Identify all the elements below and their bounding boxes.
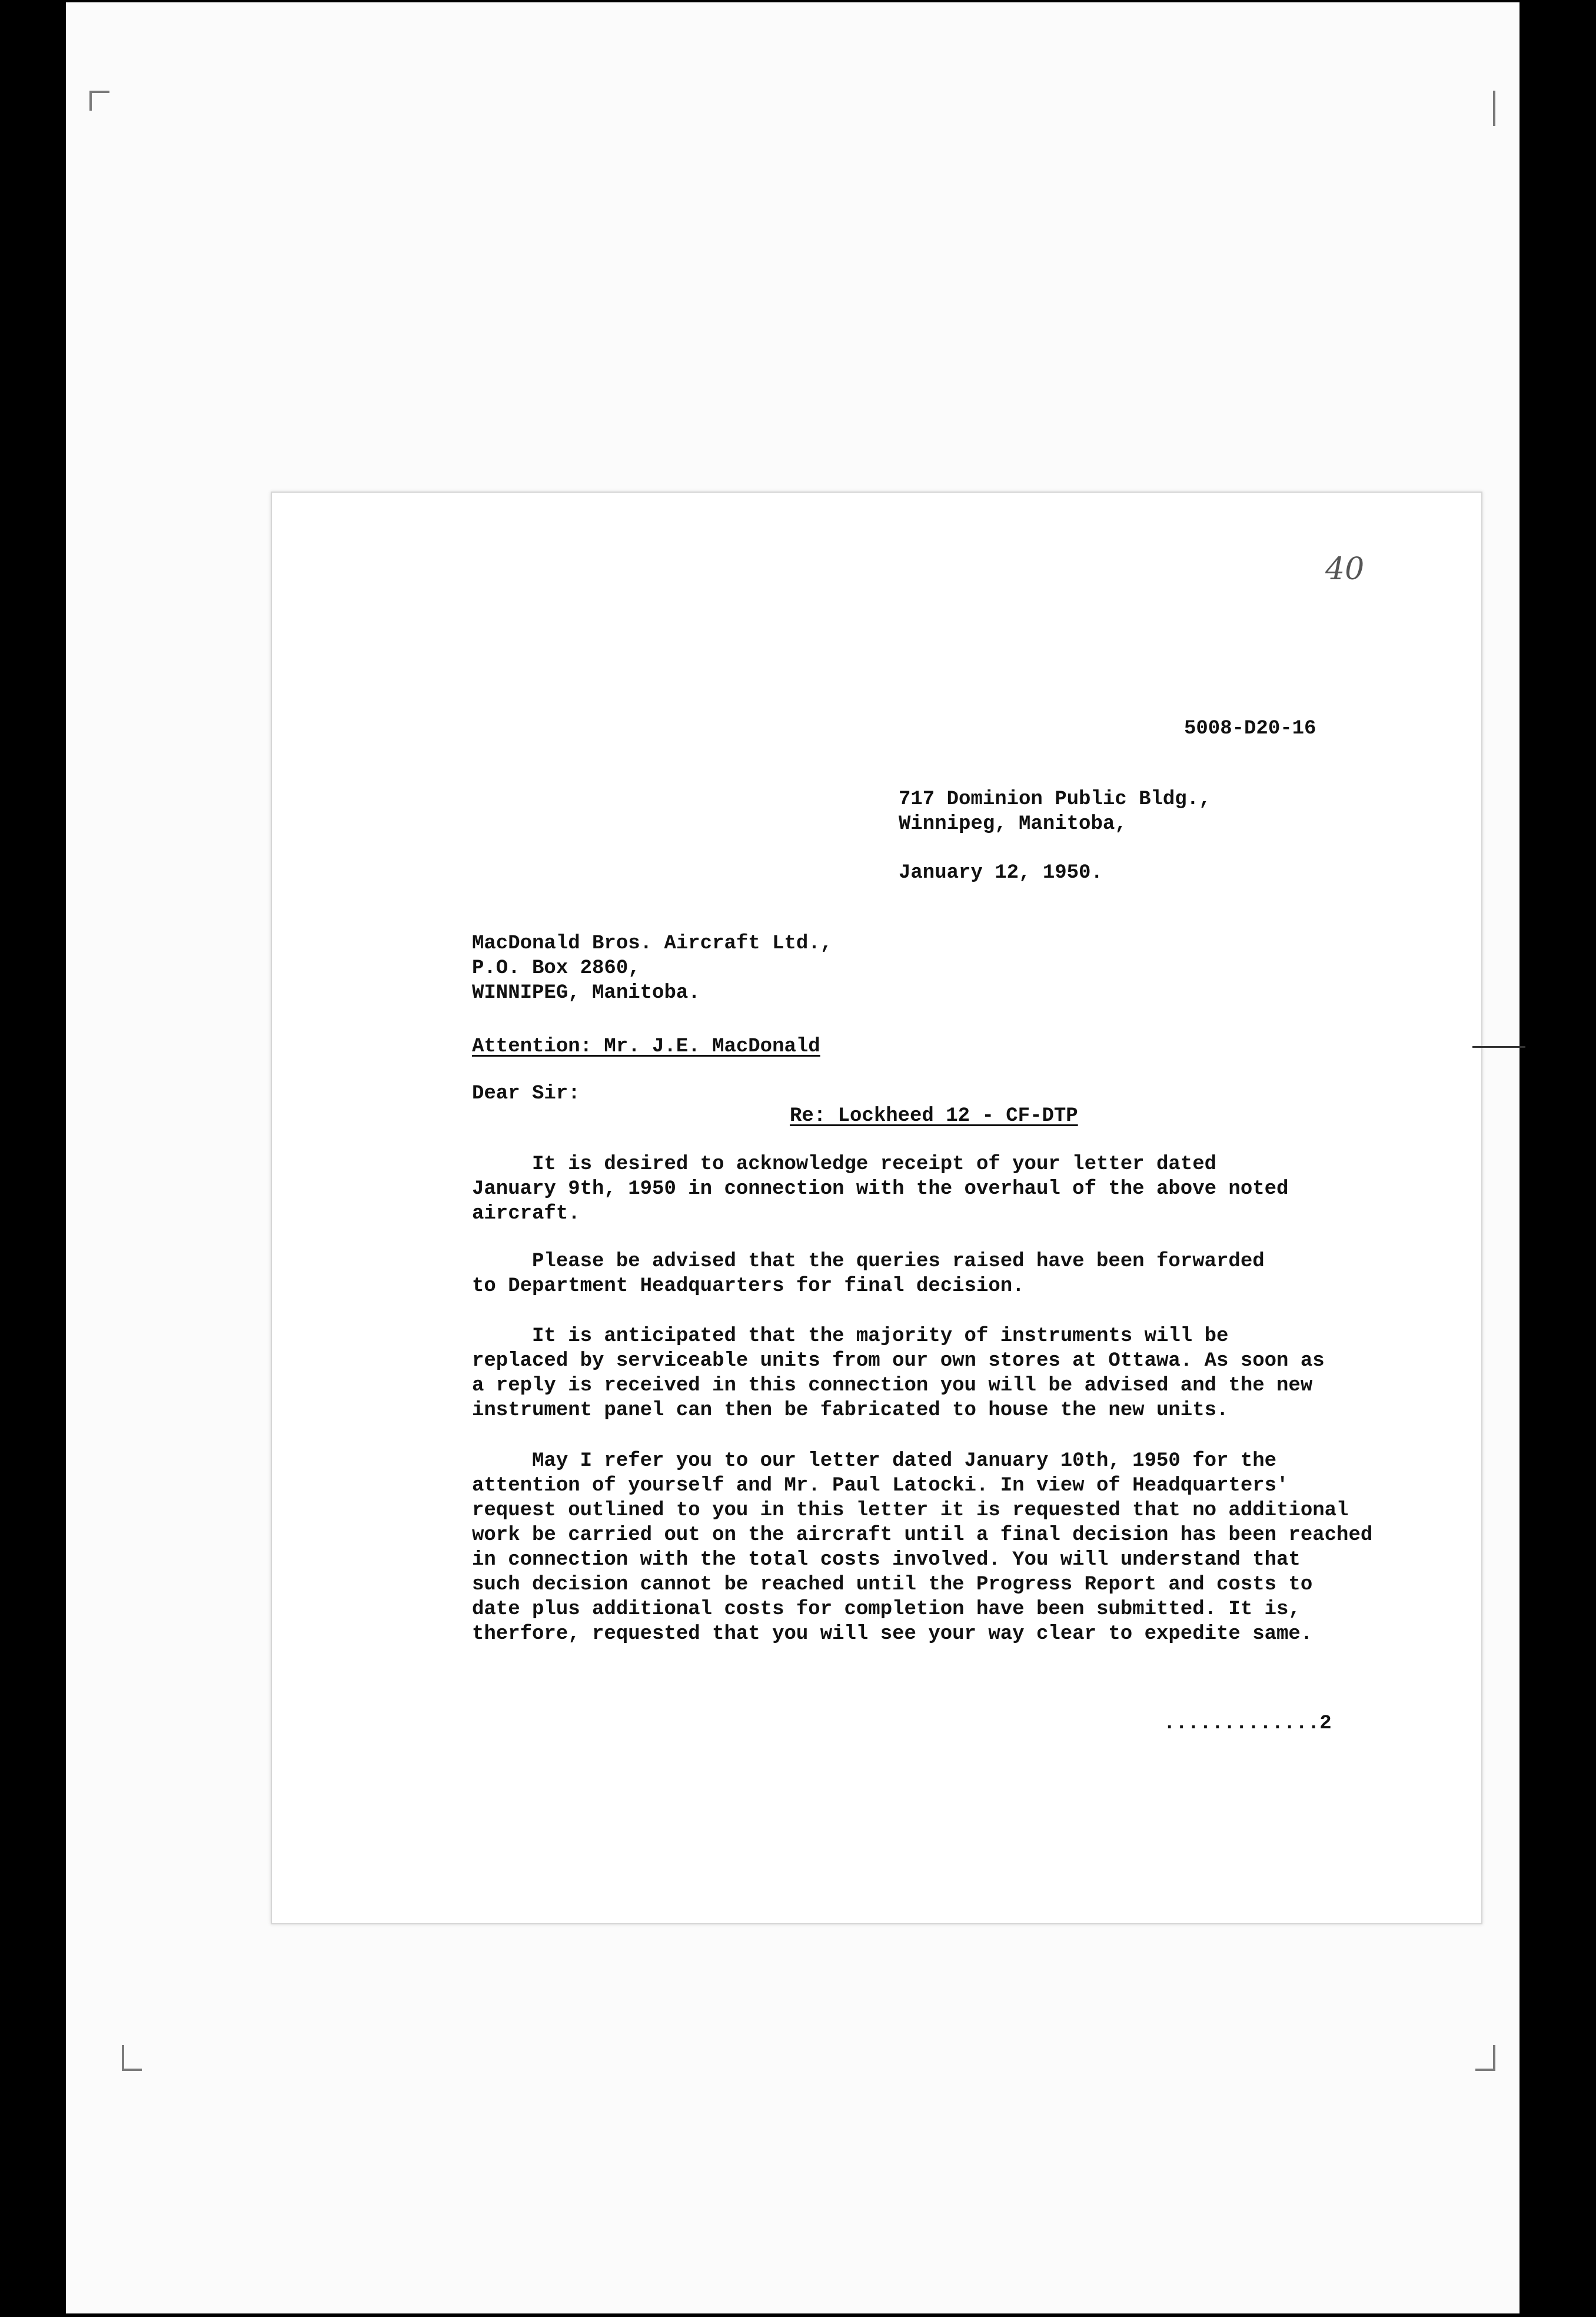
body-paragraph-4: May I refer you to our letter dated January 10th, 1950 for the attention of yourself and Mr. Paul Latocki. In view of Headquarters' request outlined to you in this letter it is requested that no additional work be carried out on the aircraft until a final decision has been reached in connection with the total costs involved. You will understand that such decision cannot be reached until the Progress Report and costs to date plus additional costs for completion have been submitted. It is, therfore, requested that you will see your way clear to expedite same. (472, 1450, 1373, 1645)
body-paragraph-3: It is anticipated that the majority of instruments will be replaced by serviceable units from our own stores at Ottawa. As soon as a reply is received in this connection you will be advised and the new instrument panel can then be fabricated to house the new units. (472, 1325, 1325, 1422)
sender-address-line-1: 717 Dominion Public Bldg., (899, 788, 1211, 811)
letter-date: January 12, 1950. (899, 862, 1103, 884)
attention-line: Attention: Mr. J.E. MacDonald (472, 1035, 820, 1058)
salutation: Dear Sir: (472, 1083, 580, 1105)
recipient-line-2: P.O. Box 2860, (472, 957, 640, 980)
body-paragraph-2: Please be advised that the queries raised have been forwarded to Department Headquarters for final decision. (472, 1250, 1265, 1297)
letter-page (271, 492, 1482, 1924)
recipient-line-1: MacDonald Bros. Aircraft Ltd., (472, 932, 833, 955)
subject-line: Re: Lockheed 12 - CF-DTP (790, 1105, 1078, 1127)
recipient-line-3: WINNIPEG, Manitoba. (472, 982, 700, 1004)
crop-mark-bottom-right (1475, 2045, 1495, 2071)
continuation-marker: .............2 (1163, 1712, 1332, 1735)
body-paragraph-1: It is desired to acknowledge receipt of your letter dated January 9th, 1950 in connection with the overhaul of the above noted aircraft. (472, 1153, 1289, 1225)
crop-mark-bottom-left (122, 2045, 142, 2071)
crop-mark-top-left (89, 91, 109, 111)
margin-tick-right (1472, 1046, 1525, 1048)
crop-mark-top-right (1475, 91, 1495, 126)
recipient-address (472, 931, 832, 1005)
handwritten-page-mark: 40 (1325, 552, 1365, 587)
sender-address (899, 787, 1211, 836)
sender-address-line-2: Winnipeg, Manitoba, (899, 813, 1127, 835)
file-number: 5008-D20-16 (1184, 718, 1316, 740)
